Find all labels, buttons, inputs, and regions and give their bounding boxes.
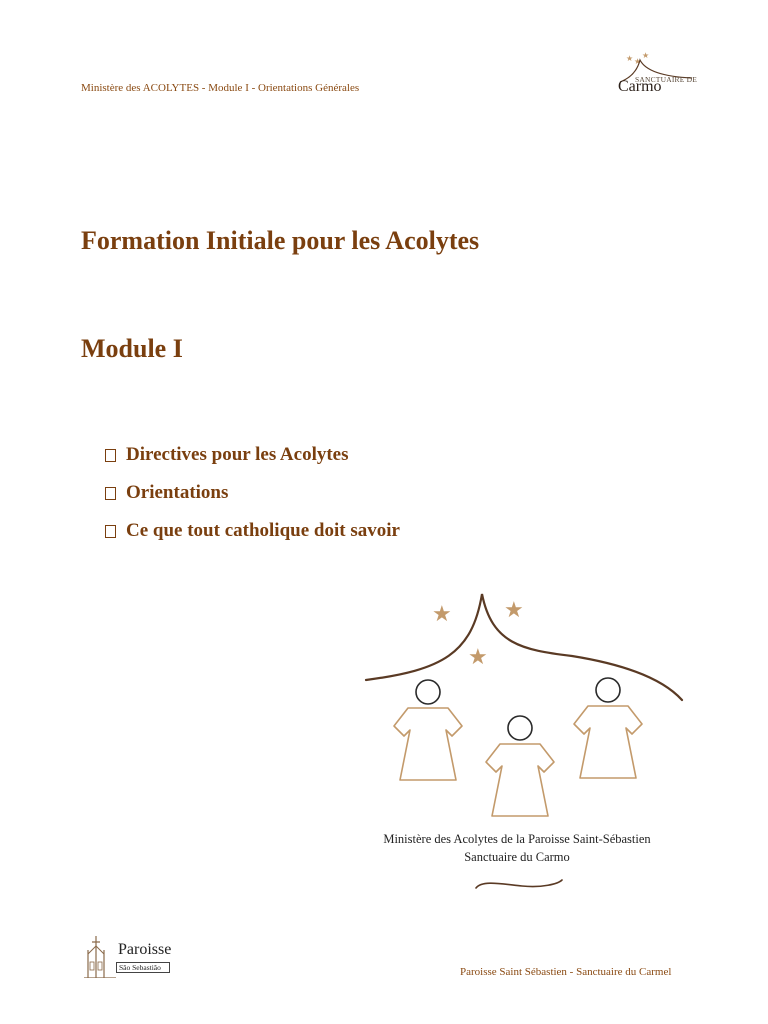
- emblem-caption-line2: Sanctuaire du Carmo: [464, 850, 570, 864]
- carmo-logo-big-text: Carmo: [618, 78, 662, 95]
- parish-logo: [80, 934, 190, 978]
- checkbox-icon: [105, 525, 116, 538]
- acolytes-emblem: [362, 584, 692, 904]
- star-icon: ★: [432, 602, 452, 627]
- emblem-curve: [366, 594, 682, 700]
- svg-text:★: ★: [634, 57, 642, 66]
- running-header: Ministère des ACOLYTES - Module I - Orientations Générales: [81, 82, 360, 94]
- svg-text:★: ★: [642, 51, 650, 60]
- acolyte-figure-icon: [394, 680, 462, 780]
- emblem-caption-line1: Ministère des Acolytes de la Paroisse Saint-Sébastien: [383, 832, 651, 846]
- module-heading: Module I: [81, 334, 183, 363]
- acolyte-figure-icon: [574, 678, 642, 778]
- carmo-logo-small-text: SANCTUAIRE DE: [635, 75, 697, 84]
- star-icon: ★: [504, 598, 524, 623]
- checkbox-icon: [105, 487, 116, 500]
- list-item: [105, 474, 400, 512]
- topic-label: Directives pour les Acolytes: [126, 444, 349, 465]
- page-title: Formation Initiale pour les Acolytes: [81, 226, 480, 255]
- list-item: [105, 436, 400, 474]
- topic-list: [105, 436, 400, 550]
- svg-text:★: ★: [626, 54, 634, 63]
- list-item: [105, 512, 400, 550]
- acolyte-figure-icon: [486, 716, 554, 816]
- footer-text: Paroisse Saint Sébastien - Sanctuaire du Carmel: [460, 966, 672, 978]
- parish-logo-subtext: São Sebastião: [116, 962, 170, 973]
- topic-label: Ce que tout catholique doit savoir: [126, 520, 400, 541]
- church-icon: [80, 934, 120, 978]
- checkbox-icon: [105, 449, 116, 462]
- carmo-logo: [606, 48, 698, 100]
- flourish-icon: [476, 880, 562, 888]
- star-icon: ★: [468, 645, 488, 670]
- topic-label: Orientations: [126, 482, 229, 503]
- parish-logo-text: Paroisse: [118, 941, 172, 958]
